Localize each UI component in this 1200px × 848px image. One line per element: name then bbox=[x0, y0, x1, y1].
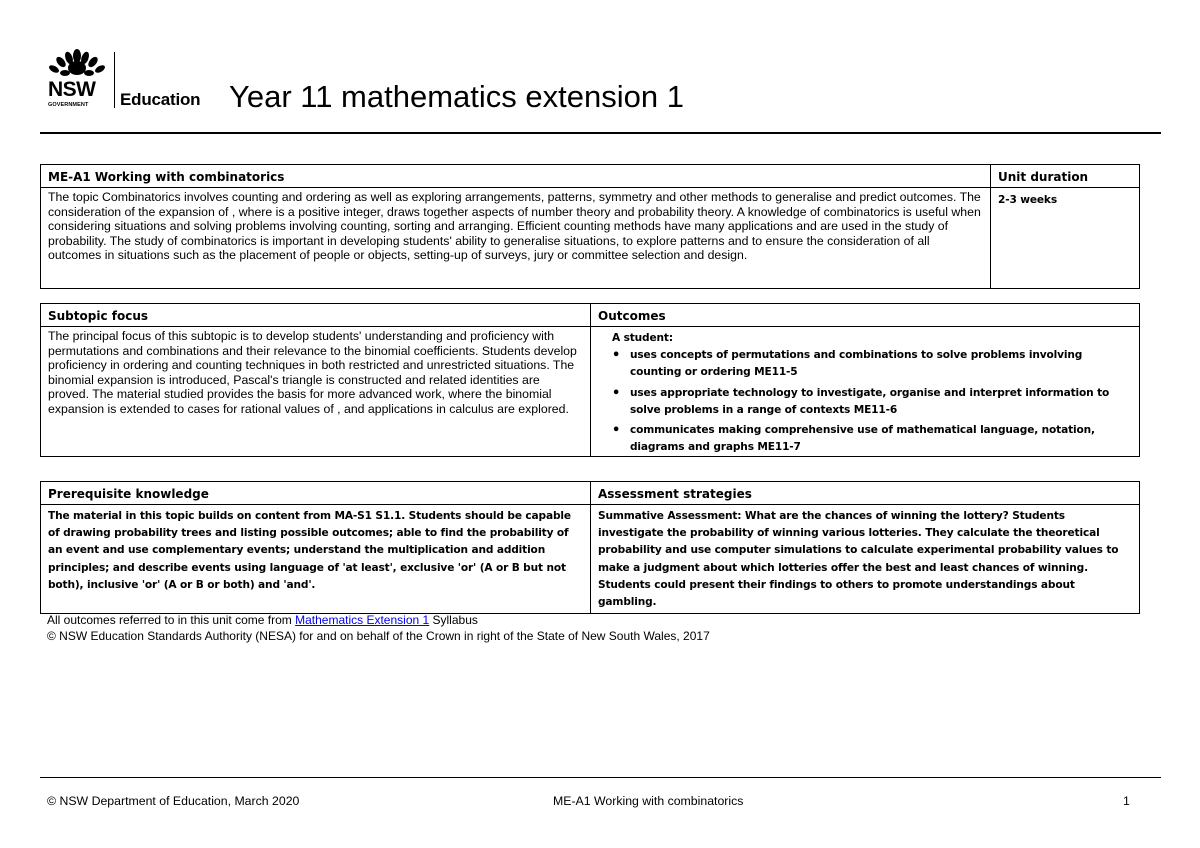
page-header bbox=[47, 48, 1162, 114]
logo-education-label: Education bbox=[120, 90, 201, 109]
page-title: Year 11 mathematics extension 1 bbox=[229, 79, 684, 114]
header-divider bbox=[40, 132, 1161, 134]
unit-duration-heading: Unit duration bbox=[991, 165, 1140, 188]
topic-table bbox=[40, 164, 1140, 289]
subtopic-focus-text: The principal focus of this subtopic is to develop students' understanding and proficiency with permutations and combinations and their relevance to the binomial coefficients. Students develop proficiency in ordering and counting techniques in both restricted and unrestricted situations. The binomial expansion is introduced, Pascal's triangle is constructed and related identities are proved. The material studied provides the basis for more advanced work, where the binomial expansion is extended to cases for rational values of , and applications in calculus are explored. bbox=[41, 327, 591, 457]
source-notes bbox=[47, 612, 710, 644]
outcome-item: • uses concepts of permutations and combinations to solve problems involving counting or ordering ME11-5 bbox=[612, 347, 1132, 381]
footer-divider bbox=[40, 777, 1161, 778]
prerequisite-text: The material in this topic builds on content from MA-S1 S1.1. Students should be capable of drawing probability trees and listing possible outcomes; able to find the probability of an event and use complementary events; understand the multiplication and addition principles; and describe events using language of 'at least', exclusive 'or' (A or B but not both), inclusive 'or' (A or B or both) and 'and'. bbox=[41, 505, 591, 614]
logo-separator bbox=[114, 52, 115, 108]
outcomes-heading: Outcomes bbox=[591, 304, 1140, 327]
subtopic-focus-heading: Subtopic focus bbox=[41, 304, 591, 327]
syllabus-note-suffix: Syllabus bbox=[429, 613, 478, 627]
outcomes-intro: A student: bbox=[612, 332, 673, 344]
syllabus-note-prefix: All outcomes referred to in this unit come from bbox=[47, 613, 296, 627]
prerequisite-assessment-table bbox=[40, 481, 1140, 614]
topic-heading: ME-A1 Working with combinatorics bbox=[41, 165, 991, 188]
copyright-note: © NSW Education Standards Authority (NESA) for and on behalf of the Crown in right of the State of New South Wales, 2017 bbox=[47, 629, 710, 643]
outcome-item: • uses appropriate technology to investigate, organise and interpret information to solve problems in a range of contexts ME11-6 bbox=[612, 385, 1132, 419]
footer-copyright: © NSW Department of Education, March 2020 bbox=[47, 794, 300, 808]
syllabus-note bbox=[47, 612, 710, 628]
assessment-text: Summative Assessment: What are the chances of winning the lottery? Students investigate the probability of winning various lotteries. They calculate the theoretical probability and use computer simulations to calculate experimental probability values to make a judgment about which lotteries offer the best and least chances of winning. Students could present their findings to others to promote understandings about gambling. bbox=[591, 505, 1140, 614]
footer-unit-title: ME-A1 Working with combinatorics bbox=[553, 794, 744, 808]
logo-subtext: GOVERNMENT bbox=[48, 102, 89, 108]
outcomes-list bbox=[598, 347, 1132, 456]
topic-description: The topic Combinatorics involves counting and ordering as well as exploring arrangements, patterns, symmetry and other methods to generalise and predict outcomes. The consideration of the expansion of , where is a positive integer, draws together aspects of number theory and probability theory. A knowledge of combinatorics is useful when considering situations and solving problems involving counting, sorting and arranging. Efficient counting methods have many applications and are used in the study of probability. The study of combinatorics is important in developing students' ability to generalise situations, to explore patterns and to ensure the consideration of all outcomes in situations such as the placement of people or objects, setting-up of surveys, jury or committee selection and design. bbox=[41, 188, 991, 289]
outcomes-cell bbox=[591, 327, 1140, 457]
syllabus-link[interactable]: Mathematics Extension 1 bbox=[295, 613, 430, 627]
nsw-government-logo bbox=[47, 48, 117, 110]
unit-duration-value: 2-3 weeks bbox=[991, 188, 1140, 289]
logo-wordmark: NSW bbox=[48, 78, 96, 101]
prerequisite-heading: Prerequisite knowledge bbox=[41, 482, 591, 505]
subtopic-outcomes-table bbox=[40, 303, 1140, 457]
outcome-item: • communicates making comprehensive use of mathematical language, notation, diagrams and graphs ME11-7 bbox=[612, 422, 1132, 456]
footer-page-number: 1 bbox=[1123, 794, 1130, 808]
assessment-heading: Assessment strategies bbox=[591, 482, 1140, 505]
